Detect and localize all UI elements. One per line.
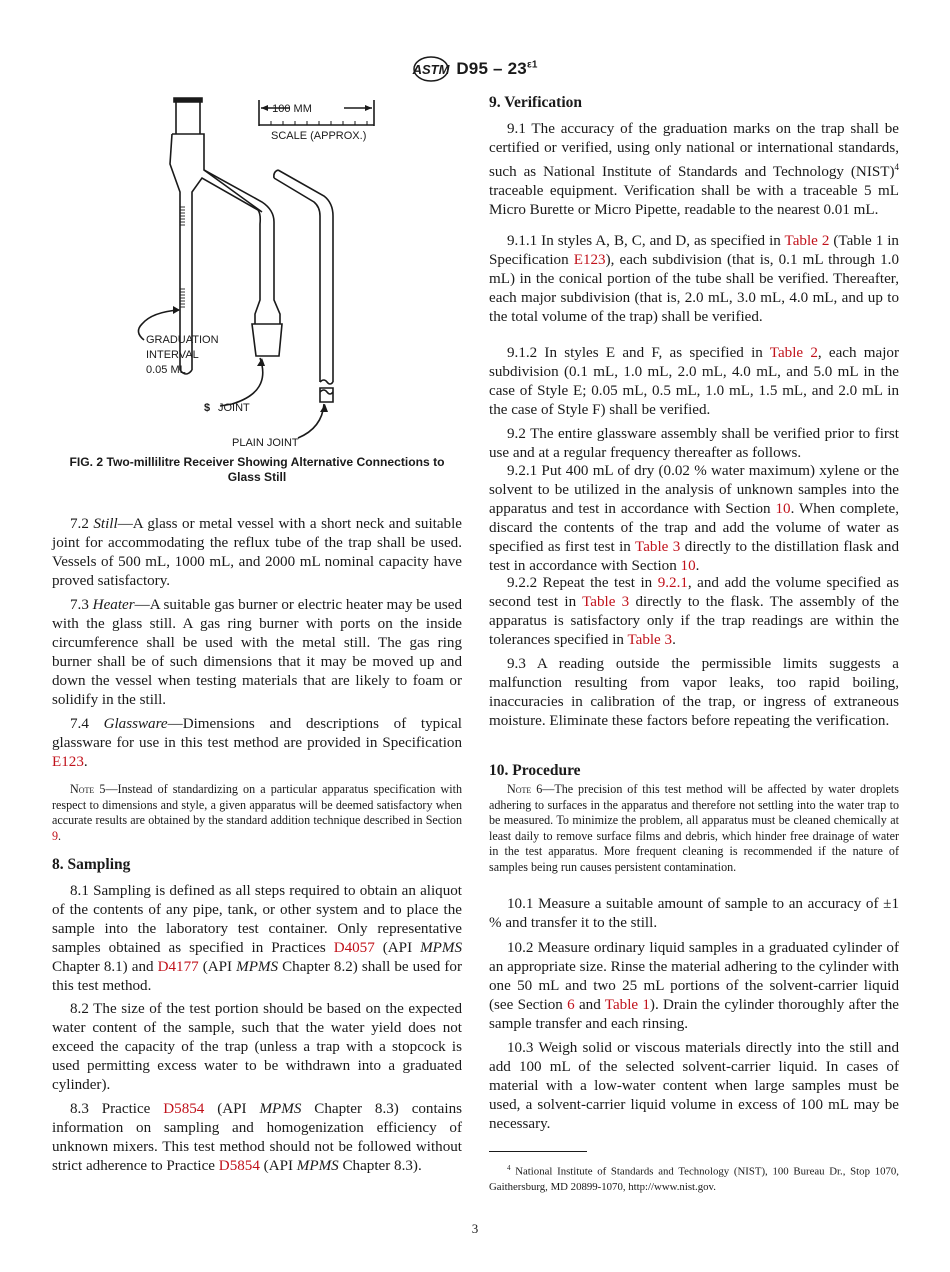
link-table-2[interactable]: Table 2 (784, 233, 830, 249)
page-header (0, 55, 950, 83)
plain-joint-label: PLAIN JOINT (232, 437, 299, 449)
section-8-2: 8.2 The size of the test portion should be based on the expected water content of the sample, such that the water yield does not exceed the capacity of the trap (unless a trap with a stopcock is used permitting excess water to be withdrawn into a graduated cylinder). (52, 1001, 462, 1093)
section-9-heading: 9. Verification (489, 94, 582, 111)
section-10-2: 10.2 Measure ordinary liquid samples in a graduated cylinder of an appropriate size. Rinse the material adhering to the cylinder with one 50 mL and two 25 mL portions of the solvent-carrier liquid (see Section 6 and Table 1). Drain the cylinder thoroughly after the sample transfer and each rinsing. (489, 940, 899, 1032)
link-section-6[interactable]: 6 (567, 996, 575, 1013)
link-table-1[interactable]: Table 1 (604, 996, 650, 1013)
graduation-label-2: INTERVAL (146, 349, 199, 361)
footnote-4: $^4$ National Institute of Standards and Technology (NIST), 100 Bureau Dr., Stop 1070, Gaithersburg, MD 20899-1070, http://www.nist.gov. (489, 1164, 899, 1194)
section-7-2: 7.2 Still—A glass or metal vessel with a short neck and suitable joint for accommodating the reflux tube of the trap shall be used. Vessels of 500 mL, 1000 mL, and 2000 mL nominal capacity have proved satisfactory. (52, 516, 462, 589)
link-table-3-3[interactable]: Table 3 (627, 631, 673, 648)
section-7-3: 7.3 Heater—A suitable gas burner or electric heater may be used with the glass still. A gas ring burner with ports on the inside circumference shall be used with the metal still. The gas ring burner shall be of such dimensions that it may be moved up and down the vessel when testing materials that are likely to foam or solidify in the still. (52, 597, 463, 708)
joint-label: JOINT (218, 402, 250, 414)
footnote-marker: 4 (507, 1164, 511, 1172)
page-number: 3 (471, 1221, 479, 1236)
section-9-1: 9.1 The accuracy of the graduation marks on the trap shall be certified or verified, using only national or international standards, such as National Institute of Standards and Technology (NIST)$^4$ traceable equipment. Verification shall be with a traceable 5 mL Micro Burette or Micro Pipette, readable to the nearest 0.01 mL. (489, 121, 899, 218)
link-d5854[interactable]: D5854 (163, 1101, 205, 1117)
section-8-3: 8.3 Practice D5854 (API MPMS Chapter 8.3) contains information on sampling and homogenization efficiency of unknown mixers. This test method should not be followed without strict adherence to Practice D5854 (API MPMS Chapter 8.3). (52, 1101, 462, 1174)
link-section-10-2[interactable]: 10 (680, 557, 696, 574)
link-9-2-1[interactable]: 9.2.1 (657, 575, 688, 591)
figure-2-receiver-diagram (52, 92, 462, 452)
section-9-1-1: 9.1.1 In styles A, B, C, and D, as specified in Table 2 (Table 1 in Specification E123), each subdivision (that is, 0.1 mL through 1.0 mL) in the conical portion of the tube shall be verified. Thereafter, each major subdivision (that is, 2.0 mL, 3.0 mL, 4.0 mL, and up to the total volume of the trap) shall be verified. (489, 233, 899, 325)
section-10-3: 10.3 Weigh solid or viscous materials directly into the still and add 100 mL of the selected solvent-carrier liquid. In cases of material with a low-water content when large samples must be used, a solvent-carrier liquid volume in excess of 100 mL may be necessary. (489, 1040, 899, 1132)
link-section-10[interactable]: 10 (775, 500, 791, 517)
section-10-heading: 10. Procedure (489, 762, 581, 779)
section-9-2: 9.2 The entire glassware assembly shall be verified prior to first use and at a regular frequency thereafter as follows. (489, 426, 899, 461)
scale-caption: SCALE (APPROX.) (271, 130, 367, 142)
svg-text:ASTM: ASTM (412, 62, 450, 77)
section-7-4: 7.4 Glassware—Dimensions and descriptions of typical glassware for use in this test method are provided in Specification E123. (52, 716, 462, 770)
link-e123[interactable]: E123 (52, 753, 84, 770)
section-8-heading: 8. Sampling (52, 856, 131, 873)
link-d4177[interactable]: D4177 (157, 958, 199, 975)
scale-label: 100 MM (272, 103, 312, 115)
link-section-9[interactable]: 9 (52, 828, 59, 843)
edition-superscript: ε1 (526, 59, 538, 71)
section-9-2-2: 9.2.2 Repeat the test in 9.2.1, and add the volume specified as second test in Table 3 directly to the flask. The assembly of the apparatus is satisfactory only if the trap readings are within the tolerances specified in Table 3. (489, 575, 900, 648)
link-d4057[interactable]: D4057 (333, 939, 375, 956)
graduation-label: GRADUATION (146, 334, 219, 346)
section-9-2-1: 9.2.1 Put 400 mL of dry (0.02 % water maximum) xylene or the solvent to be utilized in the analysis of unknown samples into the apparatus and test in accordance with Section 10. When complete, discard the contents of the trap and add the volume of water as specified as first test in Table 3 directly to the distillation flask and test in accordance with Section 10. (489, 463, 900, 574)
standard-taper-joint-symbol: $ (204, 402, 211, 414)
note-5: Note 5—Instead of standardizing on a particular apparatus specification with respect to dimensions and style, a given apparatus will be deemed satisfactory when accurate results are obtained by the standard addition technique described in Section 9. (52, 782, 462, 843)
note-6: Note 6—The precision of this test method will be affected by water droplets adhering to surfaces in the apparatus and therefore not settling into the water trap to be measured. To minimize the problem, all apparatus must be cleaned chemically at least daily to remove surface films and debris, which hinder free drainage of water in the test apparatus. More frequent cleaning is recommended if the nature of samples being run causes persistent contamination. (489, 782, 899, 874)
figure-caption-line-1: FIG. 2 Two-millilitre Receiver Showing Alternative Connections to (69, 455, 445, 469)
link-d5854-2[interactable]: D5854 (218, 1157, 260, 1174)
figure-caption-line-2: Glass Still (227, 470, 287, 484)
footnote-divider (489, 1151, 587, 1152)
link-table-3[interactable]: Table 3 (635, 538, 681, 555)
section-9-3: 9.3 A reading outside the permissible limits suggests a malfunction resulting from vapor leaks, too rapid boiling, inaccuracies in calibration of the trap, or ingress of extraneous moisture. Eliminate these factors before repeating the verification. (489, 656, 899, 729)
section-9-1-2: 9.1.2 In styles E and F, as specified in Table 2, each major subdivision (0.1 mL, 1.0 mL, 2.0 mL, 4.0 mL, and 5.0 mL in the case of Style E; 0.05 mL, 0.5 mL, 1.0 mL, 1.5 mL, and 2.0 mL in the case of Style F) shall be verified. (489, 345, 899, 418)
footnote-ref-4[interactable]: 4 (894, 161, 899, 172)
section-10-1: 10.1 Measure a suitable amount of sample to an accuracy of ±1 % and transfer it to the still. (489, 896, 899, 931)
link-table-3-2[interactable]: Table 3 (582, 593, 630, 610)
figure-caption (52, 455, 462, 485)
astm-logo-icon (412, 55, 450, 83)
section-8-1: 8.1 Sampling is defined as all steps required to obtain an aliquot of the contents of any pipe, tank, or other system and to place the sample into the laboratory test container. Only representative samples obtained as specified in Practices D4057 (API MPMS Chapter 8.1) and D4177 (API MPMS Chapter 8.2) shall be used for this test method. (52, 883, 462, 994)
link-table-2-2[interactable]: Table 2 (769, 345, 818, 361)
link-e123-2[interactable]: E123 (573, 251, 606, 268)
document-designation: $D95 - 23^{\varepsilon 1}$ (456, 59, 538, 78)
graduation-value: 0.05 ML (146, 364, 186, 376)
